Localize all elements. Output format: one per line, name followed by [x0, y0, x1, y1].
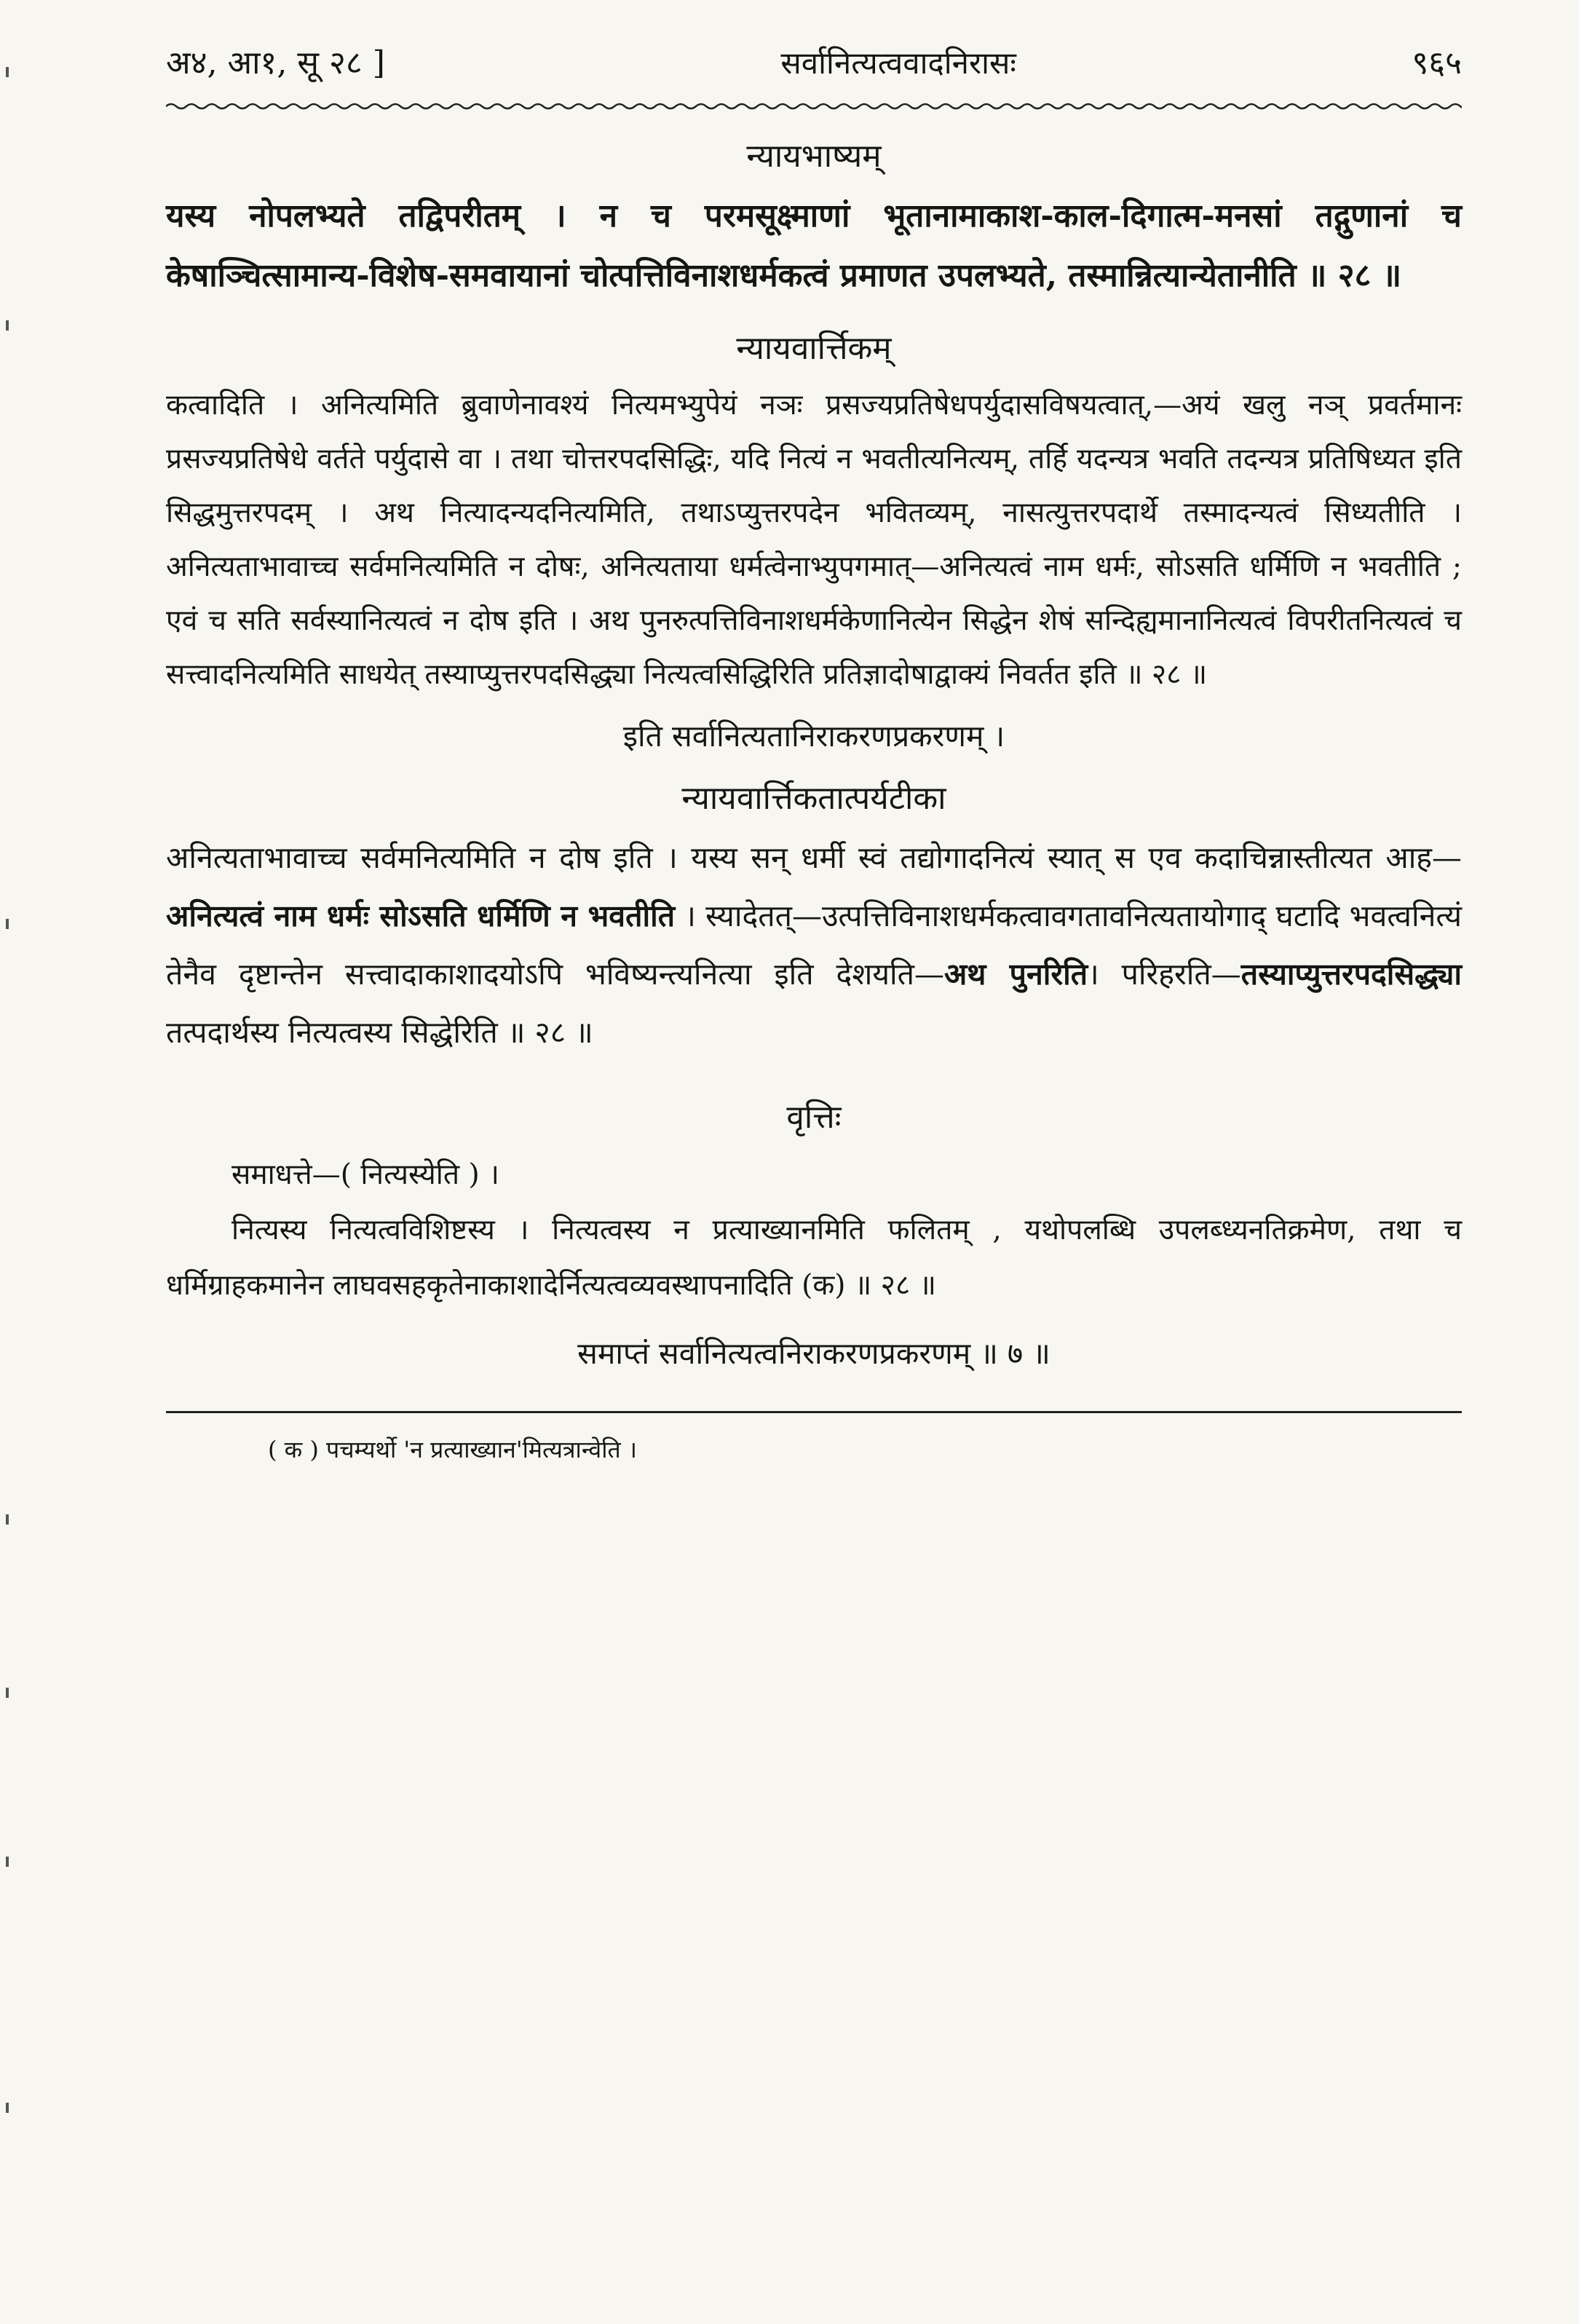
vritti-intro: समाधत्ते—( नित्यस्येति ) । — [231, 1158, 499, 1191]
running-header — [166, 39, 1462, 96]
vartika-title: न्यायवार्त्तिकम् — [736, 330, 892, 367]
tika-pratika: अनित्यत्वं नाम धर्मः सोऽसति धर्मिणि न भवतीति — [166, 898, 676, 933]
vritti-text: नित्यस्य नित्यत्वविशिष्टस्य । नित्यत्वस्य न प्रत्याख्यानमिति फलितम् , यथोपलब्धि उपलब्ध्यनतिक्रमेण, तथा च धर्मिग्राहकमानेन लाघवसहकृतेनाकाशादेर्नित्यत्वव्यवस्थापनादिति (क) ॥ २८ ॥ — [166, 1214, 1462, 1302]
tika-pratika: तस्याप्युत्तरपदसिद्ध्या — [1240, 957, 1462, 992]
margin-mark — [6, 1857, 9, 1867]
prakarana-end: इति सर्वानित्यतानिराकरणप्रकरणम् । — [622, 719, 1005, 754]
page — [166, 39, 1462, 1465]
margin-mark — [6, 919, 9, 929]
header-chapter-ref: अ४, आ१, सू २८ ] — [166, 44, 385, 82]
tika-segment: अनित्यताभावाच्च सर्वमनित्यमिति न दोष इति । यस्य सन् धर्मी स्वं तद्योगादनित्यं स्यात् स एव कदाचिन्नास्तीत्यत आह— — [166, 840, 1462, 875]
margin-mark — [6, 1514, 9, 1525]
footnote: ( क ) पचम्यर्थो 'न प्रत्याख्यान'मित्यत्रान्वेति । — [268, 1436, 638, 1463]
tika-segment: । स्यादेतत्—उत्पत्तिविनाशधर्मकत्वावगतावनित्यतायोगाद् घटादि भवत्वनित्यं तेनैव दृष्टान्तेन सत्त्वादाकाशादयोऽपि भविष्यन्त्यनित्या इति देशयति— — [166, 898, 1462, 992]
margin-mark — [6, 1688, 9, 1698]
vartika-text: कत्वादिति । अनित्यमिति ब्रुवाणेनावश्यं नित्यमभ्युपेयं नञः प्रसज्यप्रतिषेधपर्युदासविषयत्वात्,—अयं खलु नञ् प्रवर्तमानः प्रसज्यप्रतिषेधे वर्तते पर्युदासे वा । तथा चोत्तरपदसिद्धिः, यदि नित्यं न भवतीत्यनित्यम्, तर्हि यदन्यत्र भवति तदन्यत्र प्रतिषिध्यत इति सिद्धमुत्तरपदम् । अथ नित्यादन्यदनित्यमिति, तथाऽप्युत्तरपदेन भवितव्यम्, नासत्युत्तरपदार्थे तस्मादन्यत्वं सिध्यतीति । अनित्यताभावाच्च सर्वमनित्यमिति न दोषः, अनित्यताया धर्मत्वेनाभ्युपगमात्—अनित्यत्वं नाम धर्मः, सोऽसति धर्मिणि न भवतीति ; एवं च सति सर्वस्यानित्यत्वं न दोष इति । अथ पुनरुत्पत्तिविनाशधर्मकेणानित्येन सिद्धेन शेषं सन्दिह्यमानानित्यत्वं विपरीतनित्यत्वं च सत्त्वादनित्यमिति साधयेत् तस्याप्युत्तरपदसिद्ध्या नित्यत्वसिद्धिरिति प्रतिज्ञादोषाद्वाक्यं निवर्तत इति ॥ २८ ॥ — [166, 389, 1462, 691]
wavy-rule — [166, 99, 1462, 114]
tika-text — [166, 829, 1462, 1062]
margin-mark — [6, 67, 9, 77]
header-title: सर्वानित्यत्ववादनिरासः — [780, 45, 1016, 81]
bhashya-text: यस्य नोपलभ्यते तद्विपरीतम् । न च परमसूक्ष्माणां भूतानामाकाश-काल-दिगात्म-मनसां तद्गुणानां च केषाञ्चित्सामान्य-विशेष-समवायानां चोत्पत्तिविनाशधर्मकत्वं प्रमाणत उपलभ्यते, तस्मान्नित्यान्येतानीति ॥ २८ ॥ — [166, 197, 1462, 294]
closing-colophon: समाप्तं सर्वानित्यत्वनिराकरणप्रकरणम् ॥ ७ ॥ — [577, 1336, 1050, 1371]
tika-title: न्यायवार्त्तिकतात्पर्यटीका — [681, 780, 946, 817]
tika-segment: । परिहरति— — [1088, 957, 1241, 992]
footnote-rule — [166, 1411, 1462, 1413]
tika-pratika: अथ पुनरिति — [943, 957, 1088, 992]
tika-segment: तत्पदार्थस्य नित्यत्वस्य सिद्धेरिति ॥ २८ ॥ — [166, 1015, 593, 1050]
page-number: ९६५ — [1412, 44, 1462, 82]
bhashya-title: न्यायभाष्यम् — [746, 138, 882, 175]
margin-mark — [6, 320, 9, 331]
margin-mark — [6, 2103, 9, 2113]
vritti-title: वृत्तिः — [786, 1099, 842, 1136]
